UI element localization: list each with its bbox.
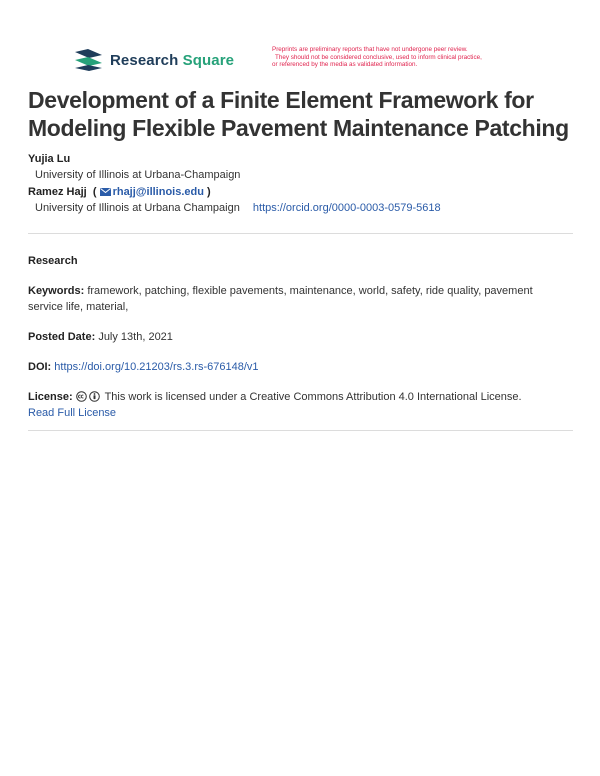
author-name: Yujia Lu <box>28 153 71 165</box>
research-square-logo-icon <box>74 49 104 71</box>
disclaimer-line: or referenced by the media as validated information. <box>272 61 418 69</box>
license-label: License: <box>28 391 73 403</box>
author-list <box>28 152 578 218</box>
envelope-icon <box>100 188 111 196</box>
author-affiliation-row <box>28 200 578 216</box>
creative-commons-icon <box>76 391 87 402</box>
posted-date-section <box>28 329 568 345</box>
author-email-link[interactable]: rhajj@illinois.edu <box>112 186 204 198</box>
license-text: This work is licensed under a Creative Commons Attribution 4.0 International License. <box>104 391 522 403</box>
article-type-label: Research <box>28 255 78 267</box>
posted-date-label: Posted Date: <box>28 331 96 343</box>
read-full-license-link[interactable]: Read Full License <box>28 407 117 419</box>
logo-word-square: Square <box>182 51 235 69</box>
author-name: Ramez Hajj <box>28 186 87 198</box>
license-section <box>28 389 568 421</box>
paper-title: Development of a Finite Element Framework for Modeling Flexible Pavement Maintenance Patching <box>28 87 569 141</box>
research-square-logo[interactable] <box>74 49 234 71</box>
keywords-label: Keywords: <box>28 285 85 297</box>
author-name-with-email <box>28 185 578 200</box>
author-affiliation: University of Illinois at Urbana-Champaign <box>35 169 241 181</box>
doi-link[interactable]: https://doi.org/10.21203/rs.3.rs-676148/v1 <box>54 361 259 373</box>
author-affiliation: University of Illinois at Urbana Champaign <box>35 202 240 214</box>
disclaimer-line: They should not be considered conclusive, used to inform clinical practice, <box>275 53 482 61</box>
divider <box>28 430 573 431</box>
paren-close: ) <box>207 186 211 198</box>
divider <box>28 233 573 234</box>
page-header <box>0 0 600 80</box>
keywords-section <box>28 283 568 315</box>
disclaimer-line: Preprints are preliminary reports that have not undergone peer review. <box>272 46 468 53</box>
doi-label: DOI: <box>28 361 52 373</box>
keywords-value: framework, patching, flexible pavements, maintenance, world, safety, ride quality, pavement service life, material, <box>28 285 533 313</box>
preprint-disclaimer <box>272 46 562 69</box>
logo-wordmark <box>110 52 234 69</box>
posted-date-value: July 13th, 2021 <box>98 331 173 343</box>
doi-section <box>28 359 568 375</box>
attribution-icon <box>89 391 100 402</box>
logo-word-research: Research <box>110 51 179 69</box>
article-type <box>28 253 568 269</box>
paren-open: ( <box>92 186 97 198</box>
orcid-link[interactable]: https://orcid.org/0000-0003-0579-5618 <box>252 202 441 214</box>
